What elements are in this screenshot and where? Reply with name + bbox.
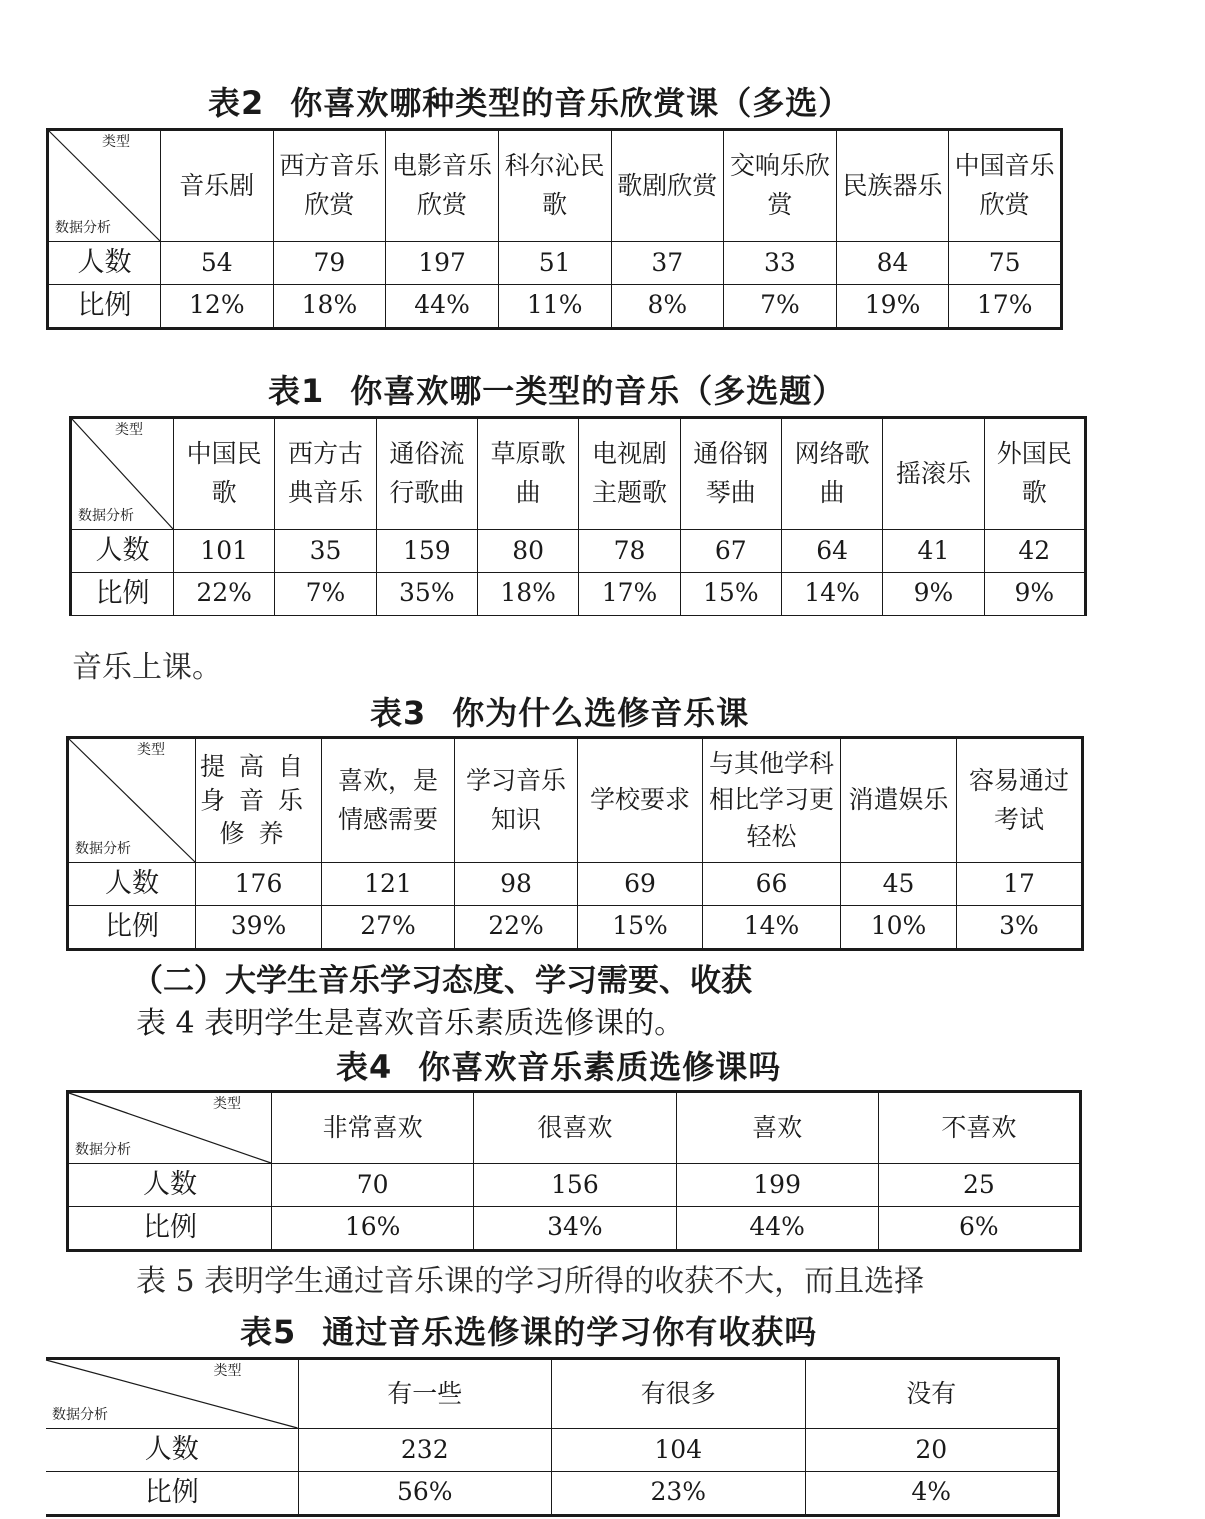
count-cell: 101 <box>174 530 275 573</box>
corner-cell <box>48 130 161 242</box>
count-cell: 104 <box>552 1429 806 1472</box>
table2 <box>46 128 1063 330</box>
count-cell: 41 <box>883 530 984 573</box>
count-cell: 67 <box>680 530 781 573</box>
count-cell: 84 <box>836 242 949 285</box>
table3-number: 表3 <box>370 694 427 732</box>
count-cell: 20 <box>805 1429 1059 1472</box>
count-cell: 232 <box>298 1429 552 1472</box>
clipped-text-top-content: 音乐上课。 <box>72 650 222 685</box>
ratio-cell: 11% <box>498 284 611 328</box>
header-cell: 不喜欢 <box>878 1092 1080 1164</box>
header-cell: 容易通过考试 <box>957 738 1083 863</box>
count-cell: 51 <box>498 242 611 285</box>
header-cell: 中国民歌 <box>174 418 275 530</box>
header-cell: 消遣娱乐 <box>841 738 957 863</box>
header-cell: 歌剧欣赏 <box>611 130 724 242</box>
ratio-cell: 44% <box>676 1206 878 1250</box>
header-cell: 中国音乐欣赏 <box>949 130 1062 242</box>
table2-title-text: 你喜欢哪种类型的音乐欣赏课（多选） <box>290 84 852 122</box>
count-cell: 199 <box>676 1164 878 1207</box>
corner-bottom-label: 数据分析 <box>75 841 131 857</box>
count-cell: 45 <box>841 863 957 906</box>
row-label-ratio: 比例 <box>46 1471 298 1515</box>
header-cell: 学习音乐知识 <box>455 738 578 863</box>
header-cell: 外国民歌 <box>984 418 1085 530</box>
header-cell: 喜欢 <box>676 1092 878 1164</box>
corner-top-label: 类型 <box>213 1096 241 1112</box>
header-cell: 网络歌曲 <box>781 418 882 530</box>
clipped-text-bottom <box>136 1256 1086 1299</box>
table2-title <box>208 78 851 124</box>
count-cell: 37 <box>611 242 724 285</box>
clipped-text-top <box>72 650 332 685</box>
count-cell: 98 <box>455 863 578 906</box>
ratio-cell: 35% <box>376 572 477 615</box>
header-cell: 学校要求 <box>578 738 703 863</box>
ratio-cell: 10% <box>841 905 957 949</box>
table1-clip <box>66 414 1096 609</box>
ratio-cell: 17% <box>949 284 1062 328</box>
header-cell: 摇滚乐 <box>883 418 984 530</box>
count-cell: 42 <box>984 530 1085 573</box>
ratio-cell: 56% <box>298 1471 552 1515</box>
header-cell: 通俗流行歌曲 <box>376 418 477 530</box>
ratio-cell: 7% <box>275 572 376 615</box>
row-label-ratio: 比例 <box>71 572 174 615</box>
count-cell: 79 <box>273 242 386 285</box>
count-cell: 121 <box>322 863 455 906</box>
count-cell: 64 <box>781 530 882 573</box>
table2-number: 表2 <box>208 84 265 122</box>
count-cell: 75 <box>949 242 1062 285</box>
ratio-cell: 9% <box>984 572 1085 615</box>
ratio-cell: 39% <box>196 905 322 949</box>
count-cell: 35 <box>275 530 376 573</box>
ratio-cell: 23% <box>552 1471 806 1515</box>
count-cell: 78 <box>579 530 680 573</box>
count-cell: 70 <box>272 1164 474 1207</box>
corner-top-label: 类型 <box>115 422 143 438</box>
header-cell: 音乐剧 <box>161 130 274 242</box>
corner-top-label: 类型 <box>137 742 165 758</box>
table1-title-text: 你喜欢哪一类型的音乐（多选题） <box>350 372 846 410</box>
header-cell: 喜欢，是情感需要 <box>322 738 455 863</box>
count-cell: 33 <box>724 242 837 285</box>
corner-top-label: 类型 <box>102 134 130 150</box>
corner-top-label: 类型 <box>213 1363 242 1379</box>
table1-number: 表1 <box>268 372 325 410</box>
ratio-cell: 3% <box>957 905 1083 949</box>
ratio-cell: 15% <box>578 905 703 949</box>
header-cell: 通俗钢琴曲 <box>680 418 781 530</box>
table4 <box>66 1090 1082 1252</box>
ratio-cell: 15% <box>680 572 781 615</box>
table4-number: 表4 <box>336 1048 393 1086</box>
header-cell: 电影音乐欣赏 <box>386 130 499 242</box>
count-cell: 197 <box>386 242 499 285</box>
header-cell: 民族器乐 <box>836 130 949 242</box>
corner-cell <box>46 1359 298 1429</box>
count-cell: 66 <box>703 863 841 906</box>
ratio-cell: 18% <box>273 284 386 328</box>
count-cell: 156 <box>474 1164 676 1207</box>
header-cell: 西方音乐欣赏 <box>273 130 386 242</box>
ratio-cell: 22% <box>455 905 578 949</box>
row-label-ratio: 比例 <box>68 905 196 949</box>
header-cell: 有很多 <box>552 1359 806 1429</box>
header-cell: 有一些 <box>298 1359 552 1429</box>
ratio-cell: 4% <box>805 1471 1059 1515</box>
ratio-cell: 14% <box>703 905 841 949</box>
count-cell: 25 <box>878 1164 1080 1207</box>
count-cell: 17 <box>957 863 1083 906</box>
header-cell: 交响乐欣赏 <box>724 130 837 242</box>
ratio-cell: 34% <box>474 1206 676 1250</box>
corner-cell <box>68 738 196 863</box>
section-heading: （二）大学生音乐学习态度、学习需要、收获 <box>132 963 752 999</box>
corner-bottom-label: 数据分析 <box>55 220 111 236</box>
row-label-ratio: 比例 <box>68 1206 272 1250</box>
row-label-count: 人数 <box>68 863 196 906</box>
count-cell: 69 <box>578 863 703 906</box>
ratio-cell: 16% <box>272 1206 474 1250</box>
row-label-count: 人数 <box>48 242 161 285</box>
table3-title <box>370 688 749 734</box>
row-label-ratio: 比例 <box>48 284 161 328</box>
clipped-text-bottom-content: 表 5 表明学生通过音乐课的学习所得的收获不大，而且选择 <box>136 1264 925 1299</box>
ratio-cell: 22% <box>174 572 275 615</box>
row-label-count: 人数 <box>71 530 174 573</box>
count-cell: 80 <box>477 530 578 573</box>
count-cell: 176 <box>196 863 322 906</box>
table3 <box>66 736 1084 951</box>
ratio-cell: 27% <box>322 905 455 949</box>
table1-title <box>268 366 845 412</box>
count-cell: 54 <box>161 242 274 285</box>
header-cell: 很喜欢 <box>474 1092 676 1164</box>
header-cell: 提高自身音乐修养 <box>196 738 322 863</box>
ratio-cell: 18% <box>477 572 578 615</box>
corner-bottom-label: 数据分析 <box>78 508 134 524</box>
corner-cell <box>71 418 174 530</box>
header-cell: 草原歌曲 <box>477 418 578 530</box>
table5 <box>46 1357 1060 1517</box>
ratio-cell: 19% <box>836 284 949 328</box>
ratio-cell: 9% <box>883 572 984 615</box>
ratio-cell: 44% <box>386 284 499 328</box>
header-cell: 电视剧主题歌 <box>579 418 680 530</box>
ratio-cell: 14% <box>781 572 882 615</box>
table4-title <box>336 1042 781 1088</box>
ratio-cell: 17% <box>579 572 680 615</box>
table5-number: 表5 <box>240 1313 297 1351</box>
table5-title-text: 通过音乐选修课的学习你有收获吗 <box>322 1313 818 1351</box>
ratio-cell: 6% <box>878 1206 1080 1250</box>
row-label-count: 人数 <box>46 1429 298 1472</box>
header-cell: 西方古典音乐 <box>275 418 376 530</box>
ratio-cell: 8% <box>611 284 724 328</box>
corner-bottom-label: 数据分析 <box>75 1142 131 1158</box>
row-label-count: 人数 <box>68 1164 272 1207</box>
header-cell: 没有 <box>805 1359 1059 1429</box>
header-cell: 科尔沁民歌 <box>498 130 611 242</box>
table5-title <box>240 1307 817 1353</box>
count-cell: 159 <box>376 530 477 573</box>
ratio-cell: 12% <box>161 284 274 328</box>
corner-bottom-label: 数据分析 <box>52 1407 108 1423</box>
table1 <box>69 416 1087 616</box>
corner-cell <box>68 1092 272 1164</box>
body-paragraph: 表 4 表明学生是喜欢音乐素质选修课的。 <box>136 1006 685 1041</box>
table3-title-text: 你为什么选修音乐课 <box>452 694 750 732</box>
ratio-cell: 7% <box>724 284 837 328</box>
table4-title-text: 你喜欢音乐素质选修课吗 <box>418 1048 782 1086</box>
header-cell: 非常喜欢 <box>272 1092 474 1164</box>
header-cell: 与其他学科相比学习更轻松 <box>703 738 841 863</box>
